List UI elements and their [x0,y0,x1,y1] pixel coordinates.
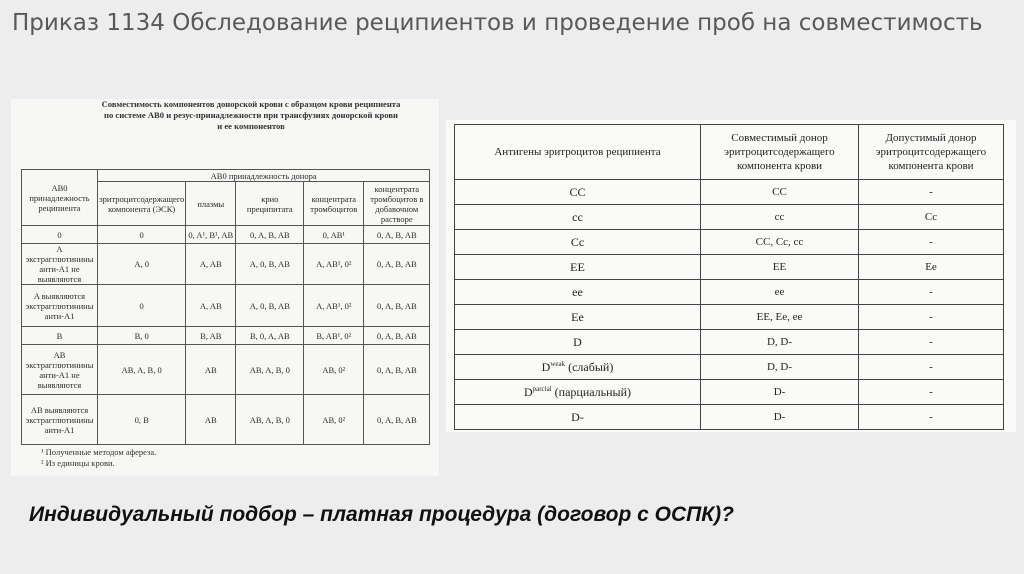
donor-cell: AB [186,395,236,445]
recipient-cell: 0 [22,226,98,244]
donor-group-header: AB0 принадлежность донора [98,170,430,182]
acceptable-donor-cell: Cc [859,205,1004,230]
table-row [22,285,430,327]
rh-antigen-table-scan [446,120,1016,432]
col-header: эритроцитсодержащего компонента (ЭСК) [98,182,186,226]
table-row [22,395,430,445]
antigen-label: D [541,359,551,374]
donor-cell: 0, A, B, AB [364,226,430,244]
donor-cell: B, AB [186,327,236,345]
antigen-cell [455,355,701,380]
donor-cell: 0, A, B, AB [364,244,430,285]
antigen-superscript: parcial [532,384,552,393]
donor-cell: AB [186,345,236,395]
antigen-cell [455,280,701,305]
footnote: ¹ Полученные методом афереза. [41,447,157,457]
donor-cell: A, AB [186,244,236,285]
compatible-donor-cell: D, D- [701,355,859,380]
recipient-header: AB0 принадлежность реципиента [22,170,98,226]
donor-cell: A, 0, B, AB [236,244,304,285]
left-table-caption: Совместимость компонентов донорской крови с образцом крови реципиента по системе AB0 и резус-принадлежности при трансфузиях донорской крови и ее компонентов [101,99,401,131]
rh-antigen-table [454,124,1004,430]
antigen-superscript: weak [550,359,566,368]
donor-cell: 0, A¹, B¹, AB [186,226,236,244]
antigen-note: (парциальный) [551,384,632,399]
antigen-label: CC [569,184,586,199]
acceptable-donor-cell: Ee [859,255,1004,280]
donor-cell: A, AB¹, 0² [304,244,364,285]
col-header: крио преципитата [236,182,304,226]
donor-cell: AB, 0² [304,395,364,445]
table-row [22,345,430,395]
acceptable-donor-cell: - [859,305,1004,330]
table-row [455,380,1004,405]
recipient-cell: B [22,327,98,345]
recipient-cell: AB выявляются экстрагглютинины анти-A1 [22,395,98,445]
acceptable-donor-cell: - [859,330,1004,355]
col-header: концентрата тромбоцитов [304,182,364,226]
antigen-label: EE [570,259,585,274]
table-row [455,180,1004,205]
compatible-donor-cell: ee [701,280,859,305]
antigen-cell [455,380,701,405]
acceptable-donor-cell: - [859,405,1004,430]
compatibility-table-scan [11,99,439,476]
compatible-donor-cell: EE [701,255,859,280]
antigen-label: Cc [570,234,585,249]
acceptable-donor-cell: - [859,180,1004,205]
acceptable-donor-cell: - [859,230,1004,255]
recipient-cell: A выявляются экстрагглютинины анти-A1 [22,285,98,327]
donor-cell: 0, A, B, AB [364,285,430,327]
antigen-label: D [523,384,533,399]
donor-cell: B, AB¹, 0² [304,327,364,345]
compatible-donor-cell: D- [701,405,859,430]
antigen-label: D [573,334,582,349]
donor-cell: 0, A, B, AB [236,226,304,244]
ab0-compatibility-table [21,169,430,445]
antigen-cell [455,330,701,355]
table-row [22,244,430,285]
rh-col-header: Совместимый донор эритроцитсодержащего компонента крови [701,125,859,180]
recipient-cell: A экстрагглютинины анти-A1 не выявляются [22,244,98,285]
donor-cell: 0 [98,226,186,244]
donor-cell: AB, 0² [304,345,364,395]
antigen-label: ee [572,284,583,299]
left-table-footnotes [41,447,156,469]
acceptable-donor-cell: - [859,280,1004,305]
donor-cell: A, 0 [98,244,186,285]
bottom-question: Индивидуальный подбор – платная процедура (договор с ОСПК)? [29,503,734,526]
donor-cell: A, AB [186,285,236,327]
table-row [455,355,1004,380]
col-header: плазмы [186,182,236,226]
antigen-cell [455,205,701,230]
donor-cell: B, 0, A, AB [236,327,304,345]
antigen-note: (слабый) [565,359,614,374]
table-row [455,280,1004,305]
table-row [455,230,1004,255]
donor-cell: 0, A, B, AB [364,327,430,345]
donor-cell: AB, A, B, 0 [236,345,304,395]
col-header: концентрата тромбоцитов в добавочном растворе [364,182,430,226]
compatible-donor-cell: D- [701,380,859,405]
footnote: ² Из единицы крови. [41,458,115,468]
donor-cell: AB, A, B, 0 [98,345,186,395]
donor-cell: A, AB¹, 0² [304,285,364,327]
compatible-donor-cell: EE, Ee, ee [701,305,859,330]
antigen-cell [455,180,701,205]
donor-cell: 0, A, B, AB [364,345,430,395]
antigen-label: Ee [571,309,584,324]
table-row [455,405,1004,430]
recipient-cell: AB экстрагглютинины анти-A1 не выявляются [22,345,98,395]
antigen-cell [455,230,701,255]
compatible-donor-cell: cc [701,205,859,230]
compatible-donor-cell: CC [701,180,859,205]
table-row [455,255,1004,280]
donor-cell: A, 0, B, AB [236,285,304,327]
table-row [22,226,430,244]
antigen-label: D- [571,409,584,424]
acceptable-donor-cell: - [859,380,1004,405]
compatible-donor-cell: CC, Cc, cc [701,230,859,255]
donor-cell: 0, AB¹ [304,226,364,244]
antigen-cell [455,255,701,280]
rh-col-header: Допустимый донор эритроцитсодержащего компонента крови [859,125,1004,180]
antigen-label: cc [572,209,583,224]
donor-cell: 0, B [98,395,186,445]
rh-col-header: Антигены эритроцитов реципиента [455,125,701,180]
table-row [22,327,430,345]
donor-cell: 0, A, B, AB [364,395,430,445]
table-row [455,205,1004,230]
table-row [455,305,1004,330]
table-row [455,330,1004,355]
antigen-cell [455,405,701,430]
donor-cell: B, 0 [98,327,186,345]
donor-cell: AB, A, B, 0 [236,395,304,445]
compatible-donor-cell: D, D- [701,330,859,355]
donor-cell: 0 [98,285,186,327]
acceptable-donor-cell: - [859,355,1004,380]
slide-title: Приказ 1134 Обследование реципиентов и проведение проб на совместимость [12,10,983,36]
antigen-cell [455,305,701,330]
